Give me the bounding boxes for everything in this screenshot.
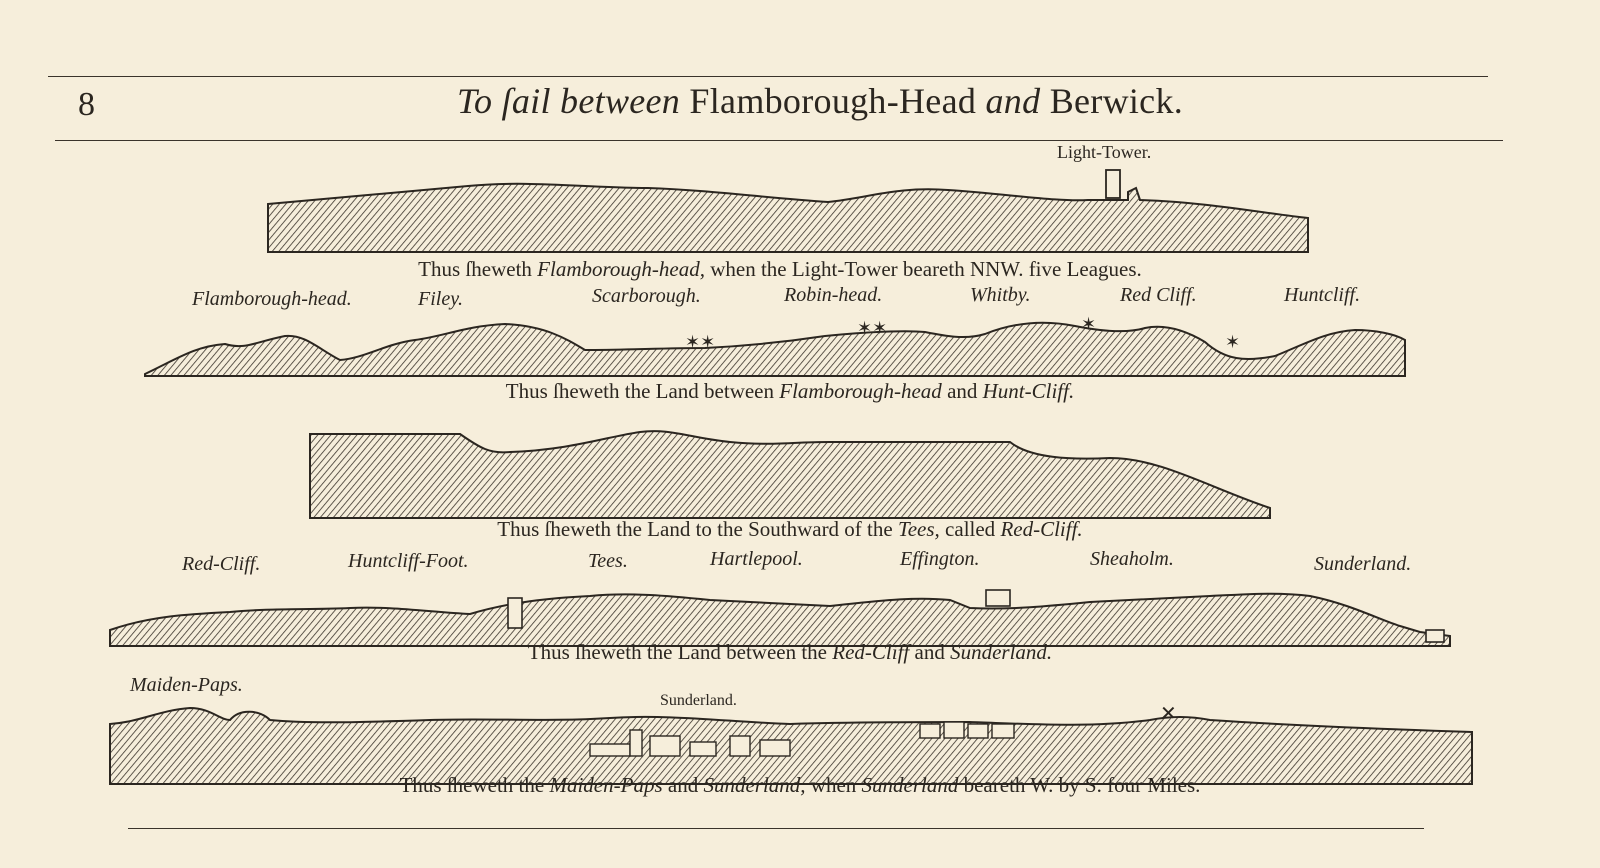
page-title: [380, 80, 1260, 122]
label-whitby: Whitby.: [970, 284, 1031, 306]
top-rule: [48, 76, 1488, 77]
label-scarborough: Scarborough.: [592, 285, 701, 307]
page-number: 8: [78, 86, 95, 123]
label-huntcliff-foot: Huntcliff-Foot.: [348, 550, 469, 572]
tree-icon: ✶: [1081, 314, 1097, 334]
label-sunderland-town: Sunderland.: [660, 692, 737, 709]
label-red-cliff-2: Red-Cliff.: [182, 553, 261, 575]
profile-flamborough-to-huntcliff: [145, 314, 1405, 380]
bottom-rule: [128, 828, 1424, 829]
title-part1: To ſail between: [456, 81, 681, 121]
label-sheaholm: Sheaholm.: [1090, 548, 1174, 570]
caption-view-5: Thus ſheweth the Maiden-Paps and Sunderland, when Sunderland beareth W. by S. four Miles.: [399, 773, 1201, 797]
label-red-cliff: Red Cliff.: [1120, 284, 1197, 306]
house-icon: [1426, 630, 1444, 642]
title-part2: Flamborough-Head: [689, 81, 977, 121]
label-filey: Filey.: [418, 288, 463, 310]
label-maiden-paps: Maiden-Paps.: [130, 674, 243, 696]
label-sunderland: Sunderland.: [1314, 553, 1412, 575]
windmill-icon: ✕: [1160, 703, 1177, 725]
tower-icon: [508, 598, 522, 628]
title-underline: [55, 140, 1503, 141]
label-flamborough-head: Flamborough-head.: [192, 288, 352, 310]
tree-icon: ✶✶: [685, 332, 716, 352]
light-tower-icon: [1106, 170, 1120, 198]
label-robin-head: Robin-head.: [784, 284, 883, 306]
caption-view-4: Thus ſheweth the Land between the Red-Cliff and Sunderland.: [527, 640, 1053, 664]
label-hartlepool: Hartlepool.: [710, 548, 803, 570]
tree-icon: ✶: [1225, 332, 1241, 352]
profile-red-cliff: [310, 428, 1270, 520]
title-part3: and: [985, 81, 1041, 121]
caption-view-3: Thus ſheweth the Land to the Southward of the Tees, called Red-Cliff.: [497, 517, 1083, 541]
tower-icon: [986, 590, 1010, 606]
caption-view-2: Thus ſheweth the Land between Flamborough-head and Hunt-Cliff.: [505, 379, 1075, 403]
label-effington: Effington.: [900, 548, 980, 570]
title-part4: Berwick.: [1049, 81, 1184, 121]
tree-icon: ✶✶: [857, 318, 888, 338]
label-tees: Tees.: [588, 550, 628, 572]
label-light-tower: Light-Tower.: [1057, 142, 1152, 162]
profile-flamborough-head: [268, 178, 1308, 254]
caption-view-1: Thus ſheweth Flamborough-head, when the Light-Tower beareth NNW. five Leagues.: [418, 257, 1142, 281]
label-huntcliff: Huntcliff.: [1284, 284, 1361, 306]
